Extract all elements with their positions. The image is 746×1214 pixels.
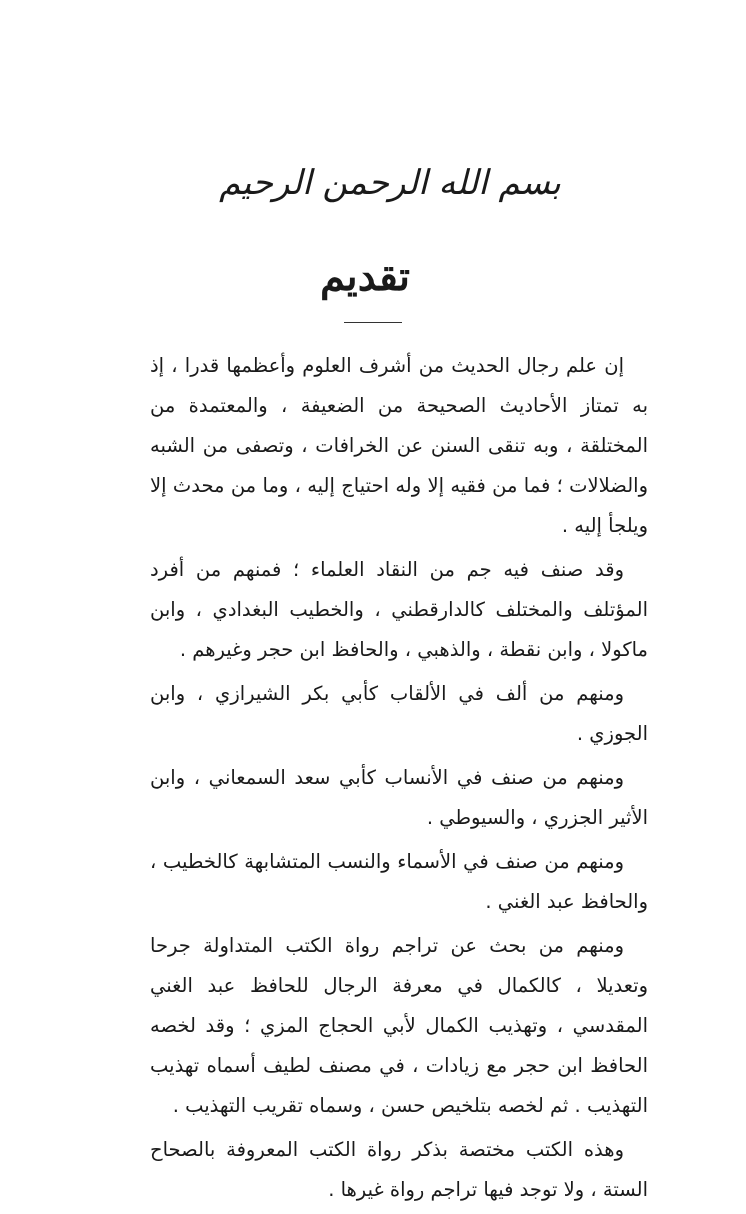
basmala-calligraphy: بسم الله الرحمن الرحيم [219, 163, 561, 203]
body-text [150, 346, 648, 1214]
paragraph-1: إن علم رجال الحديث من أشرف العلوم وأعظمها قدرا ، إذ به تمتاز الأحاديث الصحيحة من الضعيفة ، والمعتمدة من المختلقة ، وبه تنقى السنن عن الخرافات ، وتصفى من الشبه والضلالات ؛ فما من فقيه إلا وله احتياج إليه ، وما من محدث إلا ويلجأ إليه . [150, 354, 648, 537]
title-divider [344, 322, 402, 323]
paragraph-4: ومنهم من صنف في الأنساب كأبي سعد السمعاني ، وابن الأثير الجزري ، والسيوطي . [150, 766, 648, 829]
paragraph-5: ومنهم من صنف في الأسماء والنسب المتشابهة كالخطيب ، والحافظ عبد الغني . [150, 850, 648, 913]
paragraph-3: ومنهم من ألف في الألقاب كأبي بكر الشيرازي ، وابن الجوزي . [150, 682, 648, 745]
paragraph-2: وقد صنف فيه جم من النقاد العلماء ؛ فمنهم من أفرد المؤتلف والمختلف كالدارقطني ، والخطيب البغدادي ، وابن ماكولا ، وابن نقطة ، والذهبي ، والحافظ ابن حجر وغيرهم . [150, 558, 648, 661]
paragraph-6: ومنهم من بحث عن تراجم رواة الكتب المتداولة جرحا وتعديلا ، كالكمال في معرفة الرجال للحافظ عبد الغني المقدسي ، وتهذيب الكمال لأبي الحجاج المزي ؛ وقد لخصه الحافظ ابن حجر مع زيادات ، في مصنف لطيف أسماه تهذيب التهذيب . ثم لخصه بتلخيص حسن ، وسماه تقريب التهذيب . [150, 934, 648, 1117]
paragraph-7: وهذه الكتب مختصة بذكر رواة الكتب المعروفة بالصحاح الستة ، ولا توجد فيها تراجم رواة غيرها . [150, 1138, 648, 1201]
page-title: تقديم [319, 252, 411, 300]
